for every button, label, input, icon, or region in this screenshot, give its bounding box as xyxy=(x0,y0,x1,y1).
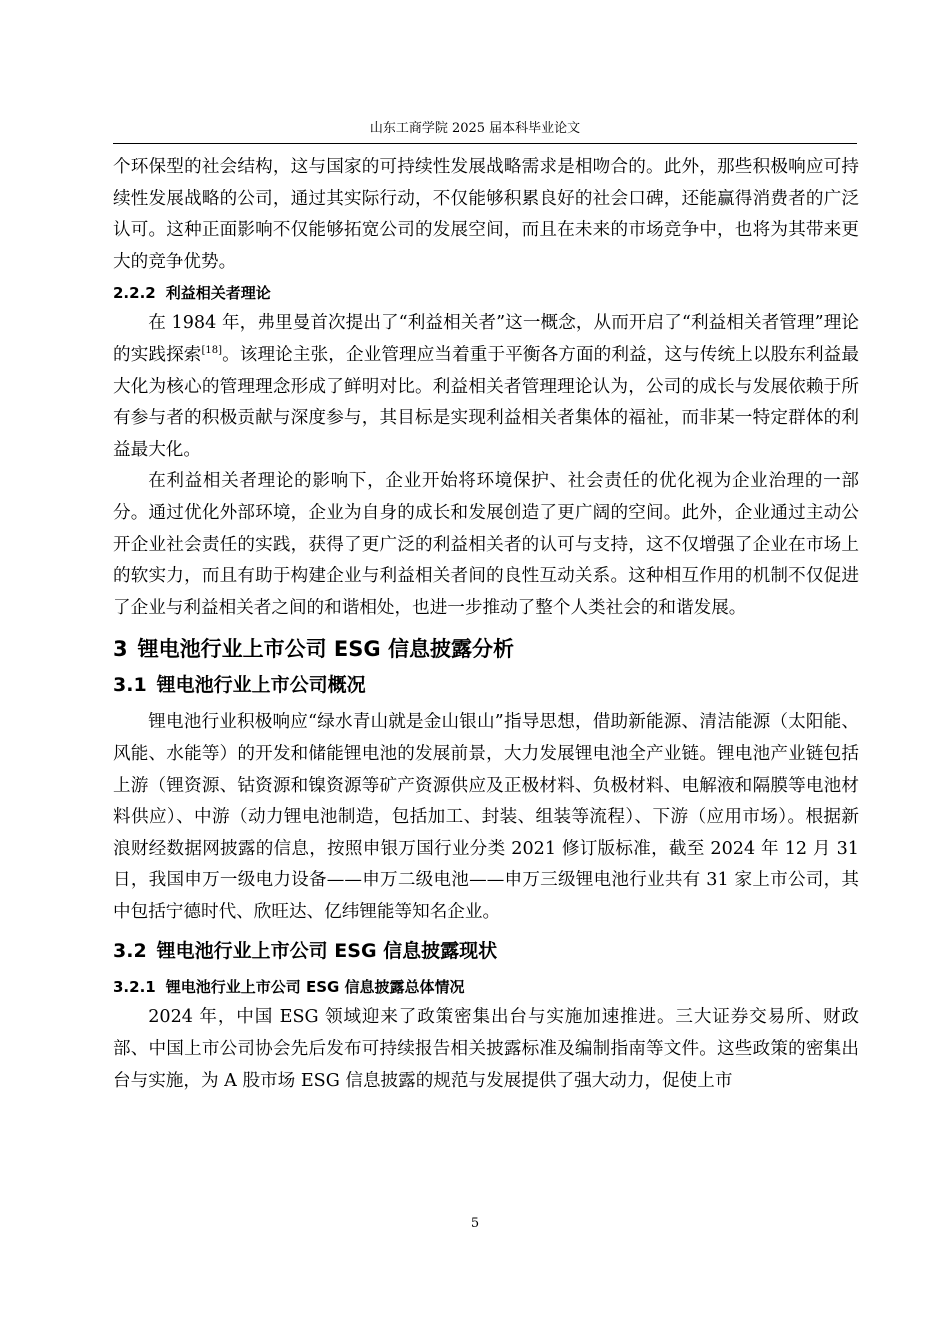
page-number: 5 xyxy=(470,1216,480,1231)
heading-number: 3 xyxy=(113,637,128,662)
citation: [18] xyxy=(201,344,222,356)
paragraph-stakeholder-influence: 在利益相关者理论的影响下，企业开始将环境保护、社会责任的优化视为企业治理的一部分。通过优化外部环境，企业为自身的成长和发展创造了更广阔的空间。此外，企业通过主动公开企业社会责任的实践，获得了更广泛的利益相关者的认可与支持，这不仅增强了企业在市场上的软实力，而且有助于构建企业与利益相关者间的良性互动关系。这种相互作用的机制不仅促进了企业与利益相关者之间的和谐相处，也进一步推动了整个人类社会的和谐发展。 xyxy=(113,471,859,618)
paragraph-text: 在 1984 年，弗里曼首次提出了“利益相关者”这一概念，从而开启了“利益相关者管理”理论的实践探索 xyxy=(113,313,859,365)
heading-title: 锂电池行业上市公司概况 xyxy=(156,674,366,697)
page-header: 山东工商学院 2025 届本科毕业论文 xyxy=(369,121,581,136)
heading-3-1 xyxy=(113,672,859,698)
heading-3-2-1 xyxy=(113,972,859,1002)
paragraph-text: 。该理论主张，企业管理应当着重于平衡各方面的利益，这与传统上以股东利益最大化为核心的管理理念形成了鲜明对比。利益相关者管理理论认为，公司的成长与发展依赖于所有参与者的积极贡献与深度参与，其目标是实现利益相关者集体的福祉，而非某一特定群体的利益最大化。 xyxy=(113,344,859,460)
paragraph-stakeholder-theory xyxy=(113,308,859,466)
heading-title: 利益相关者理论 xyxy=(165,284,271,303)
heading-title: 锂电池行业上市公司 ESG 信息披露总体情况 xyxy=(165,978,465,997)
heading-number: 2.2.2 xyxy=(113,284,156,303)
paragraph-continuation: 个环保型的社会结构，这与国家的可持续性发展战略需求是相吻合的。此外，那些积极响应可持续性发展战略的公司，通过其实际行动，不仅能够积累良好的社会口碑，还能赢得消费者的广泛认可。这种正面影响不仅能够拓宽公司的发展空间，而且在未来的市场竞争中，也将为其带来更大的竞争优势。 xyxy=(113,157,859,272)
heading-number: 3.1 xyxy=(113,674,147,697)
heading-3 xyxy=(113,636,859,662)
heading-title: 锂电池行业上市公司 ESG 信息披露现状 xyxy=(156,940,498,963)
heading-number: 3.2.1 xyxy=(113,978,156,997)
heading-title: 锂电池行业上市公司 ESG 信息披露分析 xyxy=(137,637,514,662)
header-rule xyxy=(113,143,857,144)
heading-3-2 xyxy=(113,938,859,964)
page-body xyxy=(113,152,859,1097)
paragraph-industry-overview: 锂电池行业积极响应“绿水青山就是金山银山”指导思想，借助新能源、清洁能源（太阳能、风能、水能等）的开发和储能锂电池的发展前景，大力发展锂电池全产业链。锂电池产业链包括上游（锂资源、钴资源和镍资源等矿产资源供应及正极材料、负极材料、电解液和隔膜等电池材料供应）、中游（动力锂电池制造，包括加工、封装、组装等流程）、下游（应用市场）。根据新浪财经数据网披露的信息，按照申银万国行业分类 2021 修订版标准，截至 2024 年 12 月 31 日，我国申万一级电力设备——申万二级电池——申万三级锂电池行业共有 31 家上市公司，其中包括宁德时代、欣旺达、亿纬锂能等知名企业。 xyxy=(113,712,859,922)
paragraph-esg-overall: 2024 年，中国 ESG 领域迎来了政策密集出台与实施加速推进。三大证券交易所、财政部、中国上市公司协会先后发布可持续报告相关披露标准及编制指南等文件。这些政策的密集出台与实施，为 A 股市场 ESG 信息披露的规范与发展提供了强大动力，促使上市 xyxy=(113,1007,859,1091)
heading-number: 3.2 xyxy=(113,940,147,963)
heading-2-2-2 xyxy=(113,278,859,308)
